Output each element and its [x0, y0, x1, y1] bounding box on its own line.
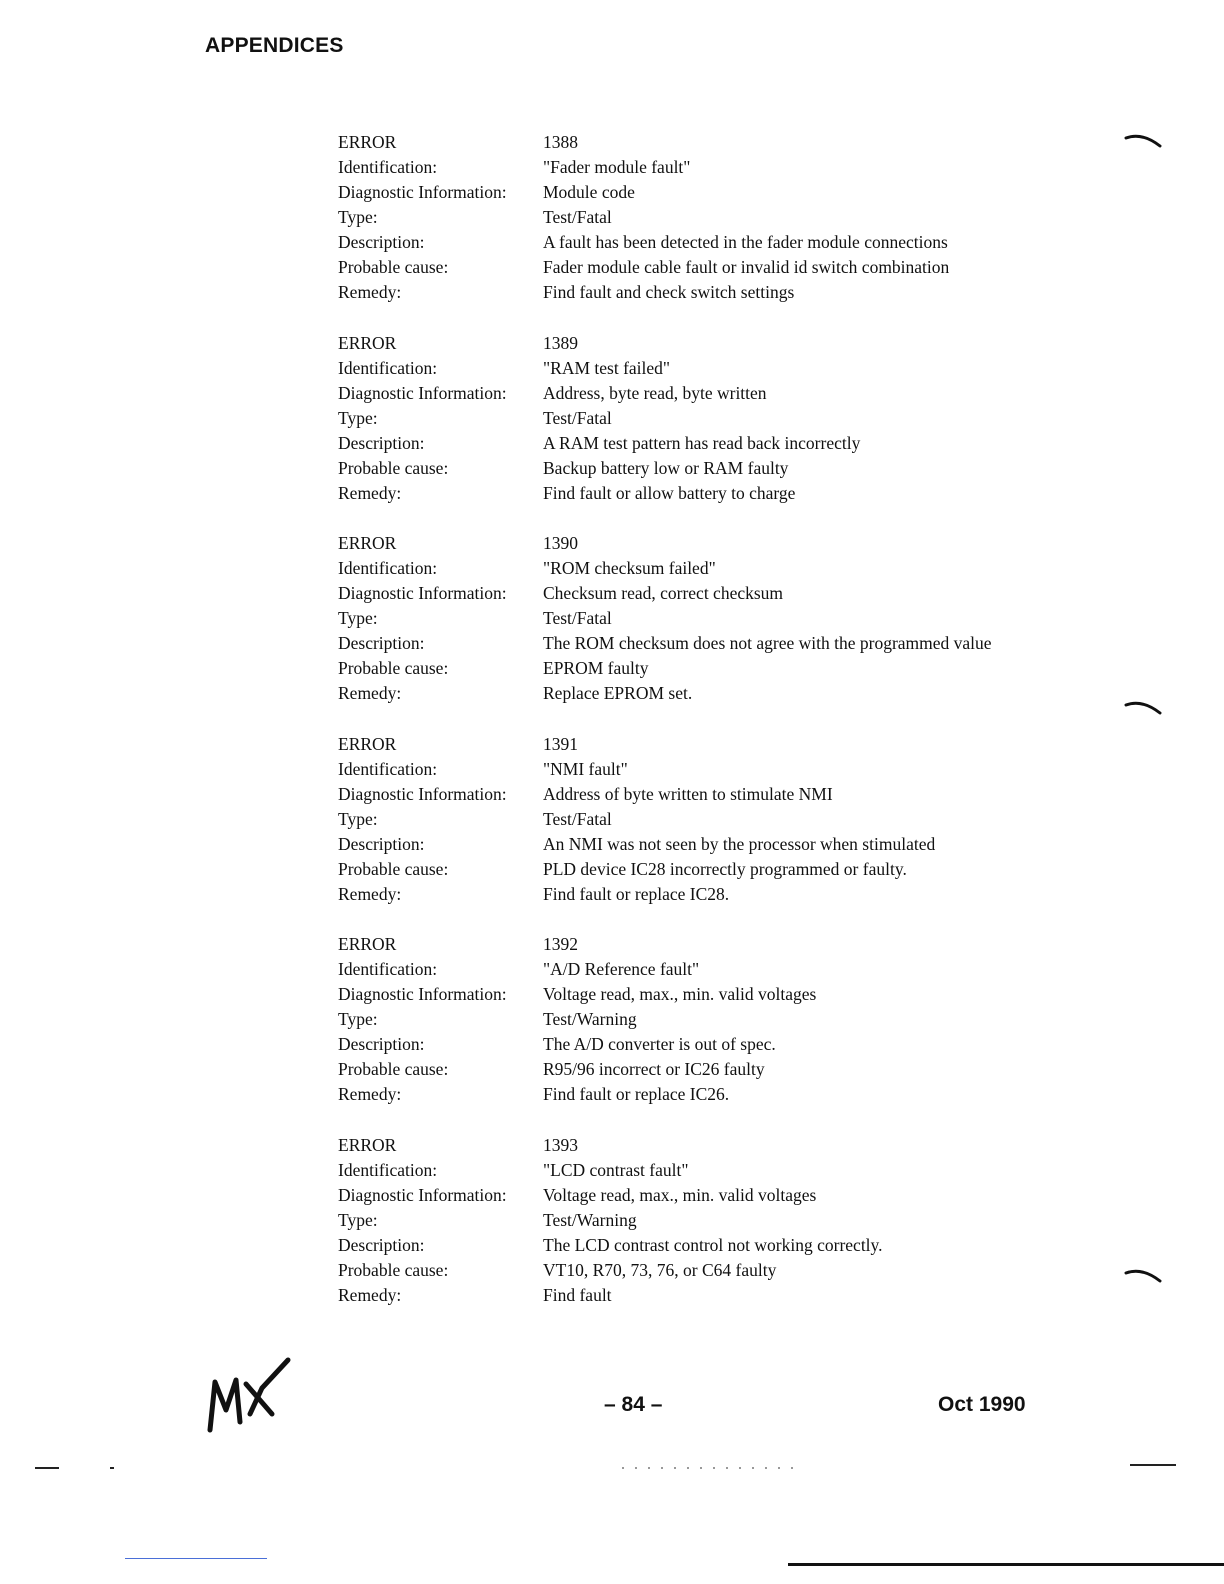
type-label: Type: [338, 1009, 378, 1029]
error-entry [338, 932, 1058, 1107]
remedy-value: Replace EPROM set. [543, 683, 693, 703]
error-code: 1389 [543, 332, 578, 353]
diagnostic-row [338, 581, 1058, 606]
remedy-row [338, 481, 1058, 506]
error-list [338, 130, 1058, 1333]
identification-value: "NMI fault" [543, 758, 628, 779]
error-entry [338, 732, 1058, 907]
description-row [338, 1233, 1058, 1258]
scan-dash [35, 1467, 59, 1469]
description-row [338, 1032, 1058, 1057]
description-label: Description: [338, 232, 425, 252]
diagnostic-label: Diagnostic Information: [338, 583, 507, 603]
remedy-label: Remedy: [338, 1084, 402, 1104]
error-entry [338, 531, 1058, 706]
error-code: 1392 [543, 934, 578, 954]
diagnostic-value: Voltage read, max., min. valid voltages [543, 984, 817, 1004]
error-entry [338, 331, 1058, 506]
error-code-row [338, 531, 1058, 556]
remedy-row [338, 882, 1058, 907]
diagnostic-value: Voltage read, max., min. valid voltages [543, 1184, 817, 1205]
error-code: 1388 [543, 132, 578, 152]
error-code-row [338, 1133, 1058, 1158]
diagnostic-label: Diagnostic Information: [338, 382, 507, 403]
error-code: 1391 [543, 733, 578, 754]
remedy-label: Remedy: [338, 1284, 402, 1305]
identification-label: Identification: [338, 1159, 438, 1180]
scan-dots [622, 1467, 802, 1469]
identification-label: Identification: [338, 558, 438, 578]
diagnostic-row [338, 782, 1058, 807]
diagnostic-label: Diagnostic Information: [338, 182, 507, 202]
footer-date: Oct 1990 [938, 1393, 1026, 1416]
description-row [338, 230, 1058, 255]
remedy-label: Remedy: [338, 482, 402, 503]
diagnostic-row [338, 180, 1058, 205]
diagnostic-label: Diagnostic Information: [338, 783, 507, 804]
description-row [338, 832, 1058, 857]
cause-row [338, 656, 1058, 681]
type-label: Type: [338, 808, 378, 829]
cause-label: Probable cause: [338, 858, 449, 879]
remedy-value: Find fault or replace IC26. [543, 1084, 730, 1104]
error-label: ERROR [338, 1134, 397, 1155]
identification-value: "ROM checksum failed" [543, 558, 716, 578]
remedy-row [338, 1082, 1058, 1107]
error-entry [338, 130, 1058, 305]
remedy-label: Remedy: [338, 282, 402, 302]
error-code-row [338, 331, 1058, 356]
type-value: Test/Warning [543, 1009, 637, 1029]
remedy-value: Find fault and check switch settings [543, 282, 795, 302]
description-row [338, 631, 1058, 656]
scan-edge-line [788, 1563, 1224, 1566]
description-label: Description: [338, 633, 425, 653]
cause-label: Probable cause: [338, 1259, 449, 1280]
diagnostic-value: Address of byte written to stimulate NMI [543, 783, 833, 804]
identification-label: Identification: [338, 959, 438, 979]
description-value: A RAM test pattern has read back incorrectly [543, 432, 861, 453]
cause-row [338, 255, 1058, 280]
diagnostic-row [338, 1183, 1058, 1208]
diagnostic-label: Diagnostic Information: [338, 984, 507, 1004]
description-value: The LCD contrast control not working correctly. [543, 1234, 883, 1255]
cause-value: Fader module cable fault or invalid id switch combination [543, 257, 950, 277]
error-label: ERROR [338, 332, 397, 353]
type-value: Test/Warning [543, 1209, 637, 1230]
diagnostic-row [338, 982, 1058, 1007]
type-value: Test/Fatal [543, 808, 612, 829]
page-header: APPENDICES [205, 34, 344, 57]
cause-row [338, 1057, 1058, 1082]
identification-row [338, 957, 1058, 982]
scan-dash [1130, 1464, 1176, 1466]
diagnostic-value: Address, byte read, byte written [543, 382, 767, 403]
type-row [338, 205, 1058, 230]
handwritten-initials [200, 1352, 295, 1437]
identification-value: "Fader module fault" [543, 157, 691, 177]
identification-value: "RAM test failed" [543, 357, 671, 378]
error-code: 1393 [543, 1134, 578, 1155]
cause-value: VT10, R70, 73, 76, or C64 faulty [543, 1259, 777, 1280]
description-label: Description: [338, 432, 425, 453]
description-label: Description: [338, 1234, 425, 1255]
error-label: ERROR [338, 733, 397, 754]
cause-value: EPROM faulty [543, 658, 649, 678]
diagnostic-row [338, 381, 1058, 406]
type-value: Test/Fatal [543, 407, 612, 428]
remedy-row [338, 280, 1058, 305]
identification-value: "A/D Reference fault" [543, 959, 700, 979]
type-row [338, 1208, 1058, 1233]
cause-row [338, 1258, 1058, 1283]
margin-mark [1124, 130, 1164, 150]
cause-label: Probable cause: [338, 257, 449, 277]
type-label: Type: [338, 608, 378, 628]
remedy-value: Find fault or replace IC28. [543, 883, 730, 904]
scan-dash [110, 1467, 114, 1469]
cause-label: Probable cause: [338, 1059, 449, 1079]
remedy-label: Remedy: [338, 883, 402, 904]
description-label: Description: [338, 833, 425, 854]
description-value: The A/D converter is out of spec. [543, 1034, 776, 1054]
identification-row [338, 556, 1058, 581]
margin-mark [1124, 1265, 1164, 1285]
margin-mark [1124, 697, 1164, 717]
identification-value: "LCD contrast fault" [543, 1159, 689, 1180]
type-row [338, 807, 1058, 832]
identification-row [338, 1158, 1058, 1183]
cause-row [338, 456, 1058, 481]
cause-row [338, 857, 1058, 882]
diagnostic-label: Diagnostic Information: [338, 1184, 507, 1205]
type-row [338, 606, 1058, 631]
identification-label: Identification: [338, 157, 438, 177]
cause-value: PLD device IC28 incorrectly programmed or faulty. [543, 858, 907, 879]
page-number: – 84 – [604, 1393, 663, 1416]
type-label: Type: [338, 1209, 378, 1230]
cause-value: R95/96 incorrect or IC26 faulty [543, 1059, 765, 1079]
error-code-row [338, 130, 1058, 155]
description-value: An NMI was not seen by the processor when stimulated [543, 833, 936, 854]
error-label: ERROR [338, 132, 397, 152]
remedy-row [338, 681, 1058, 706]
identification-row [338, 155, 1058, 180]
remedy-row [338, 1283, 1058, 1308]
remedy-label: Remedy: [338, 683, 402, 703]
identification-row [338, 356, 1058, 381]
description-row [338, 431, 1058, 456]
diagnostic-value: Module code [543, 182, 635, 202]
identification-label: Identification: [338, 357, 438, 378]
error-code-row [338, 932, 1058, 957]
error-label: ERROR [338, 533, 397, 553]
error-code: 1390 [543, 533, 578, 553]
description-label: Description: [338, 1034, 425, 1054]
cause-value: Backup battery low or RAM faulty [543, 457, 789, 478]
description-value: The ROM checksum does not agree with the programmed value [543, 633, 992, 653]
remedy-value: Find fault or allow battery to charge [543, 482, 796, 503]
type-value: Test/Fatal [543, 207, 612, 227]
error-code-row [338, 732, 1058, 757]
scan-edge-line [125, 1558, 267, 1559]
cause-label: Probable cause: [338, 658, 449, 678]
type-row [338, 406, 1058, 431]
type-row [338, 1007, 1058, 1032]
remedy-value: Find fault [543, 1284, 612, 1305]
type-label: Type: [338, 407, 378, 428]
type-value: Test/Fatal [543, 608, 612, 628]
identification-row [338, 757, 1058, 782]
error-entry [338, 1133, 1058, 1308]
diagnostic-value: Checksum read, correct checksum [543, 583, 784, 603]
description-value: A fault has been detected in the fader module connections [543, 232, 948, 252]
type-label: Type: [338, 207, 378, 227]
cause-label: Probable cause: [338, 457, 449, 478]
error-label: ERROR [338, 934, 397, 954]
identification-label: Identification: [338, 758, 438, 779]
